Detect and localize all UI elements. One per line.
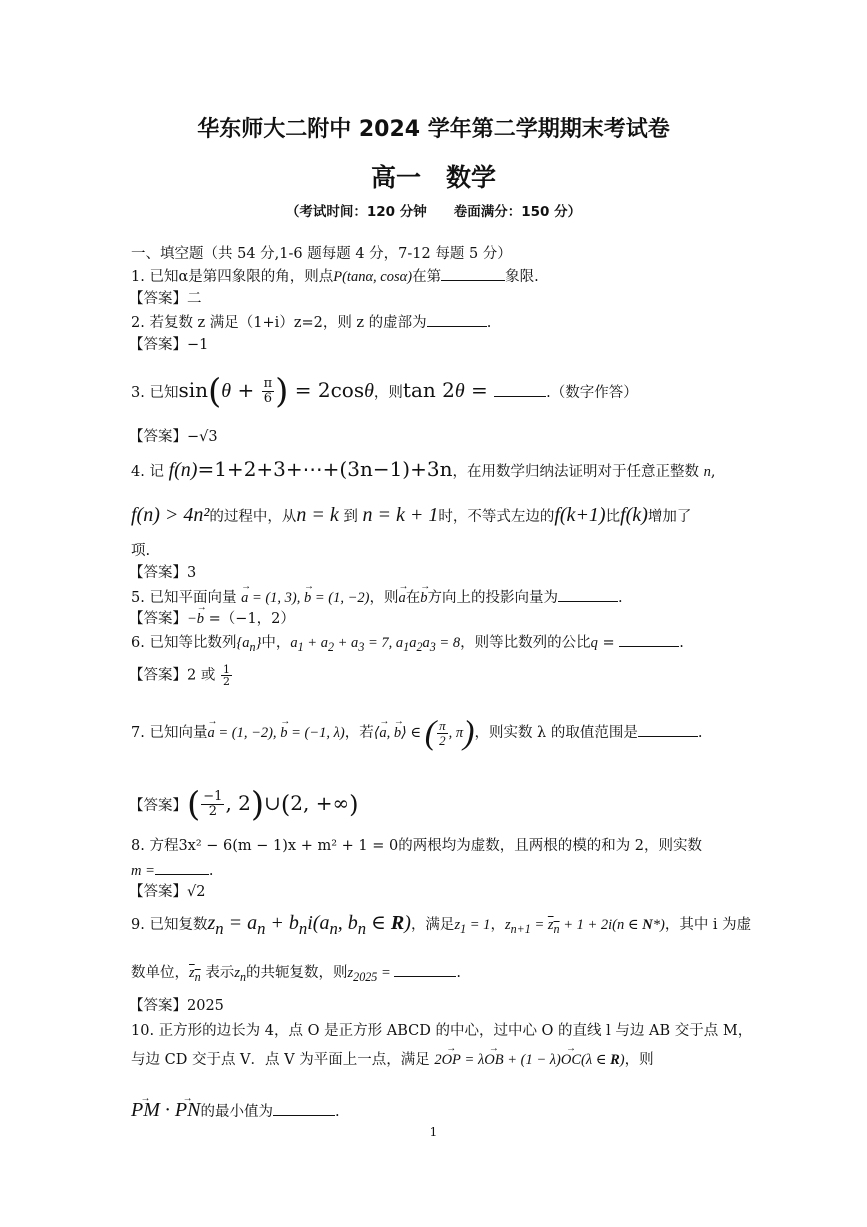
q6-text-b: 中， [261, 635, 291, 651]
q9-l1d: ，其中 i 为虚 [664, 917, 752, 933]
q6-conditions: $a_1 + a_2 + a_3 = 7$, $a_1a_2a_3 = 8$ [290, 635, 461, 654]
q2-answer-label: 【答案】 [129, 337, 187, 353]
q4-l2a: 的过程中，从 [209, 509, 297, 525]
q6-blank [619, 632, 679, 647]
question-2 [131, 312, 491, 333]
q10-dot: → PM · → PN [131, 1099, 200, 1121]
q9-answer: 【答案】2025 [129, 998, 224, 1014]
q6-tail: . [679, 635, 684, 651]
q4-l1b: ，在用数学归纳法证明对于任意正整数 [452, 464, 699, 480]
q7-answer-label: 【答案】 [129, 798, 187, 814]
q9-l2b: 表示 [205, 965, 235, 981]
q4-l3: 项. [131, 543, 151, 559]
question-4-line-2: f(n) > 4n²的过程中，从n = k 到 n = k + 1时，不等式左边的f(k+1)比f(k)增加了 [131, 504, 692, 526]
q7-answer-value: ( $\frac{-1}{2}$ , 2)∪(2, +∞) [187, 784, 359, 825]
q6-text-a: 6. 已知等比数列 [131, 635, 237, 651]
page-number: 1 [429, 1125, 438, 1139]
question-10-line-3 [131, 1100, 340, 1122]
q4-sum: =1+2+3+⋯+(3n−1)+3n [197, 457, 453, 481]
q8-l2: m = [131, 863, 155, 879]
q5-answer: 【答案】−→ b =（−1，2） [129, 609, 295, 629]
q7-answer [129, 784, 359, 825]
q9-recur: $z_{n+1} = z_n + 1 + 2i(n$ ∈ N*) [504, 917, 665, 936]
q6-text-c: ，则等比数列的公比 [460, 635, 591, 651]
q1-answer: 【答案】二 [129, 291, 202, 307]
exam-subject: 高一 数学 [370, 163, 496, 192]
q8-tail: . [208, 863, 214, 879]
q7-tail: . [697, 724, 703, 741]
q4-l2d: 比 [605, 509, 621, 525]
question-1 [131, 266, 539, 287]
q1-blank [441, 266, 505, 281]
q6-answer-a: 【答案】2 或 [129, 667, 216, 684]
q2-blank [427, 312, 487, 327]
q4-answer: 【答案】3 [129, 565, 197, 581]
q6-answer-fraction: $\frac{1}{2}$ [222, 663, 230, 688]
q10-l2b: ，则 [624, 1052, 654, 1068]
q8-answer-label: 【答案】 [129, 884, 187, 900]
q2-answer-value: −1 [187, 337, 209, 353]
q5-tail: . [618, 590, 623, 606]
q3-formula-a: sin(θ + $\frac{\pi}{6}$ ) = 2cosθ [178, 371, 374, 412]
q10-l2a: 与边 CD 交于点 V．点 V 为平面上一点，满足 [131, 1052, 430, 1068]
question-6: 6. 已知等比数列$\{a_n\}$中，$a_1 + a_2 + a_3 = 7$, $a_1a_2a_3 = 8$，则等比数列的公比q = . [131, 632, 684, 657]
question-10-line-2 [131, 1050, 654, 1070]
q1-text-d: 象限. [505, 269, 539, 285]
q9-l1c: ， [490, 917, 505, 933]
q4-l2e: 增加了 [647, 509, 692, 525]
question-3 [131, 371, 638, 412]
q5-text-b: ，则 [369, 590, 399, 606]
q10-blank [273, 1101, 335, 1116]
q9-l1a: 9. 已知复数 [131, 917, 208, 933]
q1-point: P(tanα, cosα) [333, 269, 413, 285]
q4-l2b: 到 [343, 509, 358, 525]
q10-relation: 2→ OP = λ→ OB + (1 − λ)→ OC(λ ∈ R) [434, 1052, 624, 1068]
q10-tail: . [334, 1104, 340, 1120]
section-heading: 一、填空题（共 54 分,1-6 题每题 4 分，7-12 每题 5 分） [131, 246, 512, 262]
q4-l2c: 时，不等式左边的 [438, 509, 555, 525]
q7-text-c: ，则实数 λ 的取值范围是 [474, 724, 638, 741]
q2-text: 2. 若复数 z 满足（1+i）z=2，则 z 的虚部为 [131, 315, 427, 331]
q3-tail: .（数字作答） [546, 385, 638, 401]
q3-formula-b: tan 2θ = [402, 378, 495, 402]
q7-blank [638, 722, 698, 737]
q9-blank [394, 962, 456, 977]
q8-answer-value: √2 [187, 884, 206, 900]
q1-text-a: 1. 已知α是第四象限的角，则点 [131, 269, 334, 285]
q3-answer-value: −√3 [187, 429, 218, 445]
q8-blank [155, 860, 209, 875]
q9-tail: . [456, 965, 461, 981]
q10-l3: 的最小值为 [200, 1104, 273, 1120]
q7-condition: ⟨→ a, → b⟩ ∈ ( $\frac{\pi}{2}$ , π) [374, 725, 475, 741]
q1-text-c: 在第 [412, 269, 442, 285]
q3-answer-label: 【答案】 [129, 429, 187, 445]
question-4-line-1: 4. 记 f(n)=1+2+3+⋯+(3n−1)+3n，在用数学归纳法证明对于任意正整数 n, [131, 457, 716, 481]
q5-vectors: → a = (1, 3), → b = (1, −2) [241, 590, 369, 606]
question-5: 5. 已知平面向量 → a = (1, 3), → b = (1, −2)，则→ a在→ b方向上的投影向量为 . [131, 587, 623, 608]
q2-answer [129, 335, 208, 355]
q5-answer-value: =（−1，2） [208, 611, 295, 627]
q7-vectors: → a = (1, −2), → b = (−1, λ) [207, 725, 344, 741]
q5-text-d: 方向上的投影向量为 [427, 590, 558, 606]
exam-title: 华东师大二附中 2024 学年第二学期期末考试卷 [197, 117, 670, 142]
q4-l1a: 4. 记 [131, 464, 164, 480]
q3-mid: ，则 [373, 385, 403, 401]
q9-def: $z_n = a_n + b_ni(a_n$, $b_n$ ∈ R) [207, 912, 411, 938]
q4-ineq: f(n) > 4n² [131, 504, 210, 526]
q8-line-1: 8. 方程3x² − 6(m − 1)x + m² + 1 = 0的两根均为虚数，且两根的模的和为 2，则实数 [131, 838, 703, 854]
q8-line-2 [131, 860, 214, 881]
q7-text-b: ，若 [344, 724, 374, 741]
q3-num: 3. 已知 [131, 385, 179, 401]
question-7 [131, 714, 703, 752]
q5-text-c: 在 [405, 590, 421, 606]
q3-blank [494, 382, 546, 397]
q5-answer-label: 【答案】 [129, 611, 187, 627]
q5-text-a: 5. 已知平面向量 [131, 590, 237, 606]
q2-tail: . [486, 315, 492, 331]
exam-info: （考试时间：120 分钟 卷面满分：150 分） [285, 204, 582, 220]
q8-answer [129, 882, 205, 902]
q3-answer [129, 427, 218, 447]
question-9-line-1: 9. 已知复数$z_n = a_n + b_ni(a_n$, $b_n$ ∈ R)，满足$z_1 = 1$，$z_{n+1} = z_n + 1 + 2i(n$ ∈ N*)，其中 i 为虚 [131, 912, 752, 938]
q5-blank [558, 587, 618, 602]
q9-l2a: 数单位， [131, 965, 189, 981]
q10-line-1: 10. 正方形的边长为 4，点 O 是正方形 ABCD 的中心，过中心 O 的直线 l 与边 AB 交于点 M， [131, 1023, 753, 1039]
q9-l2c: 的共轭复数，则 [246, 965, 348, 981]
q4-fn: f(n) [168, 459, 198, 481]
q7-text-a: 7. 已知向量 [131, 724, 208, 741]
q9-l1b: ，满足 [410, 917, 455, 933]
q6-answer [129, 664, 233, 687]
question-9-line-2: 数单位，$z_n$ 表示$z_n$的共轭复数，则$z_{2025}$ = . [131, 962, 461, 987]
